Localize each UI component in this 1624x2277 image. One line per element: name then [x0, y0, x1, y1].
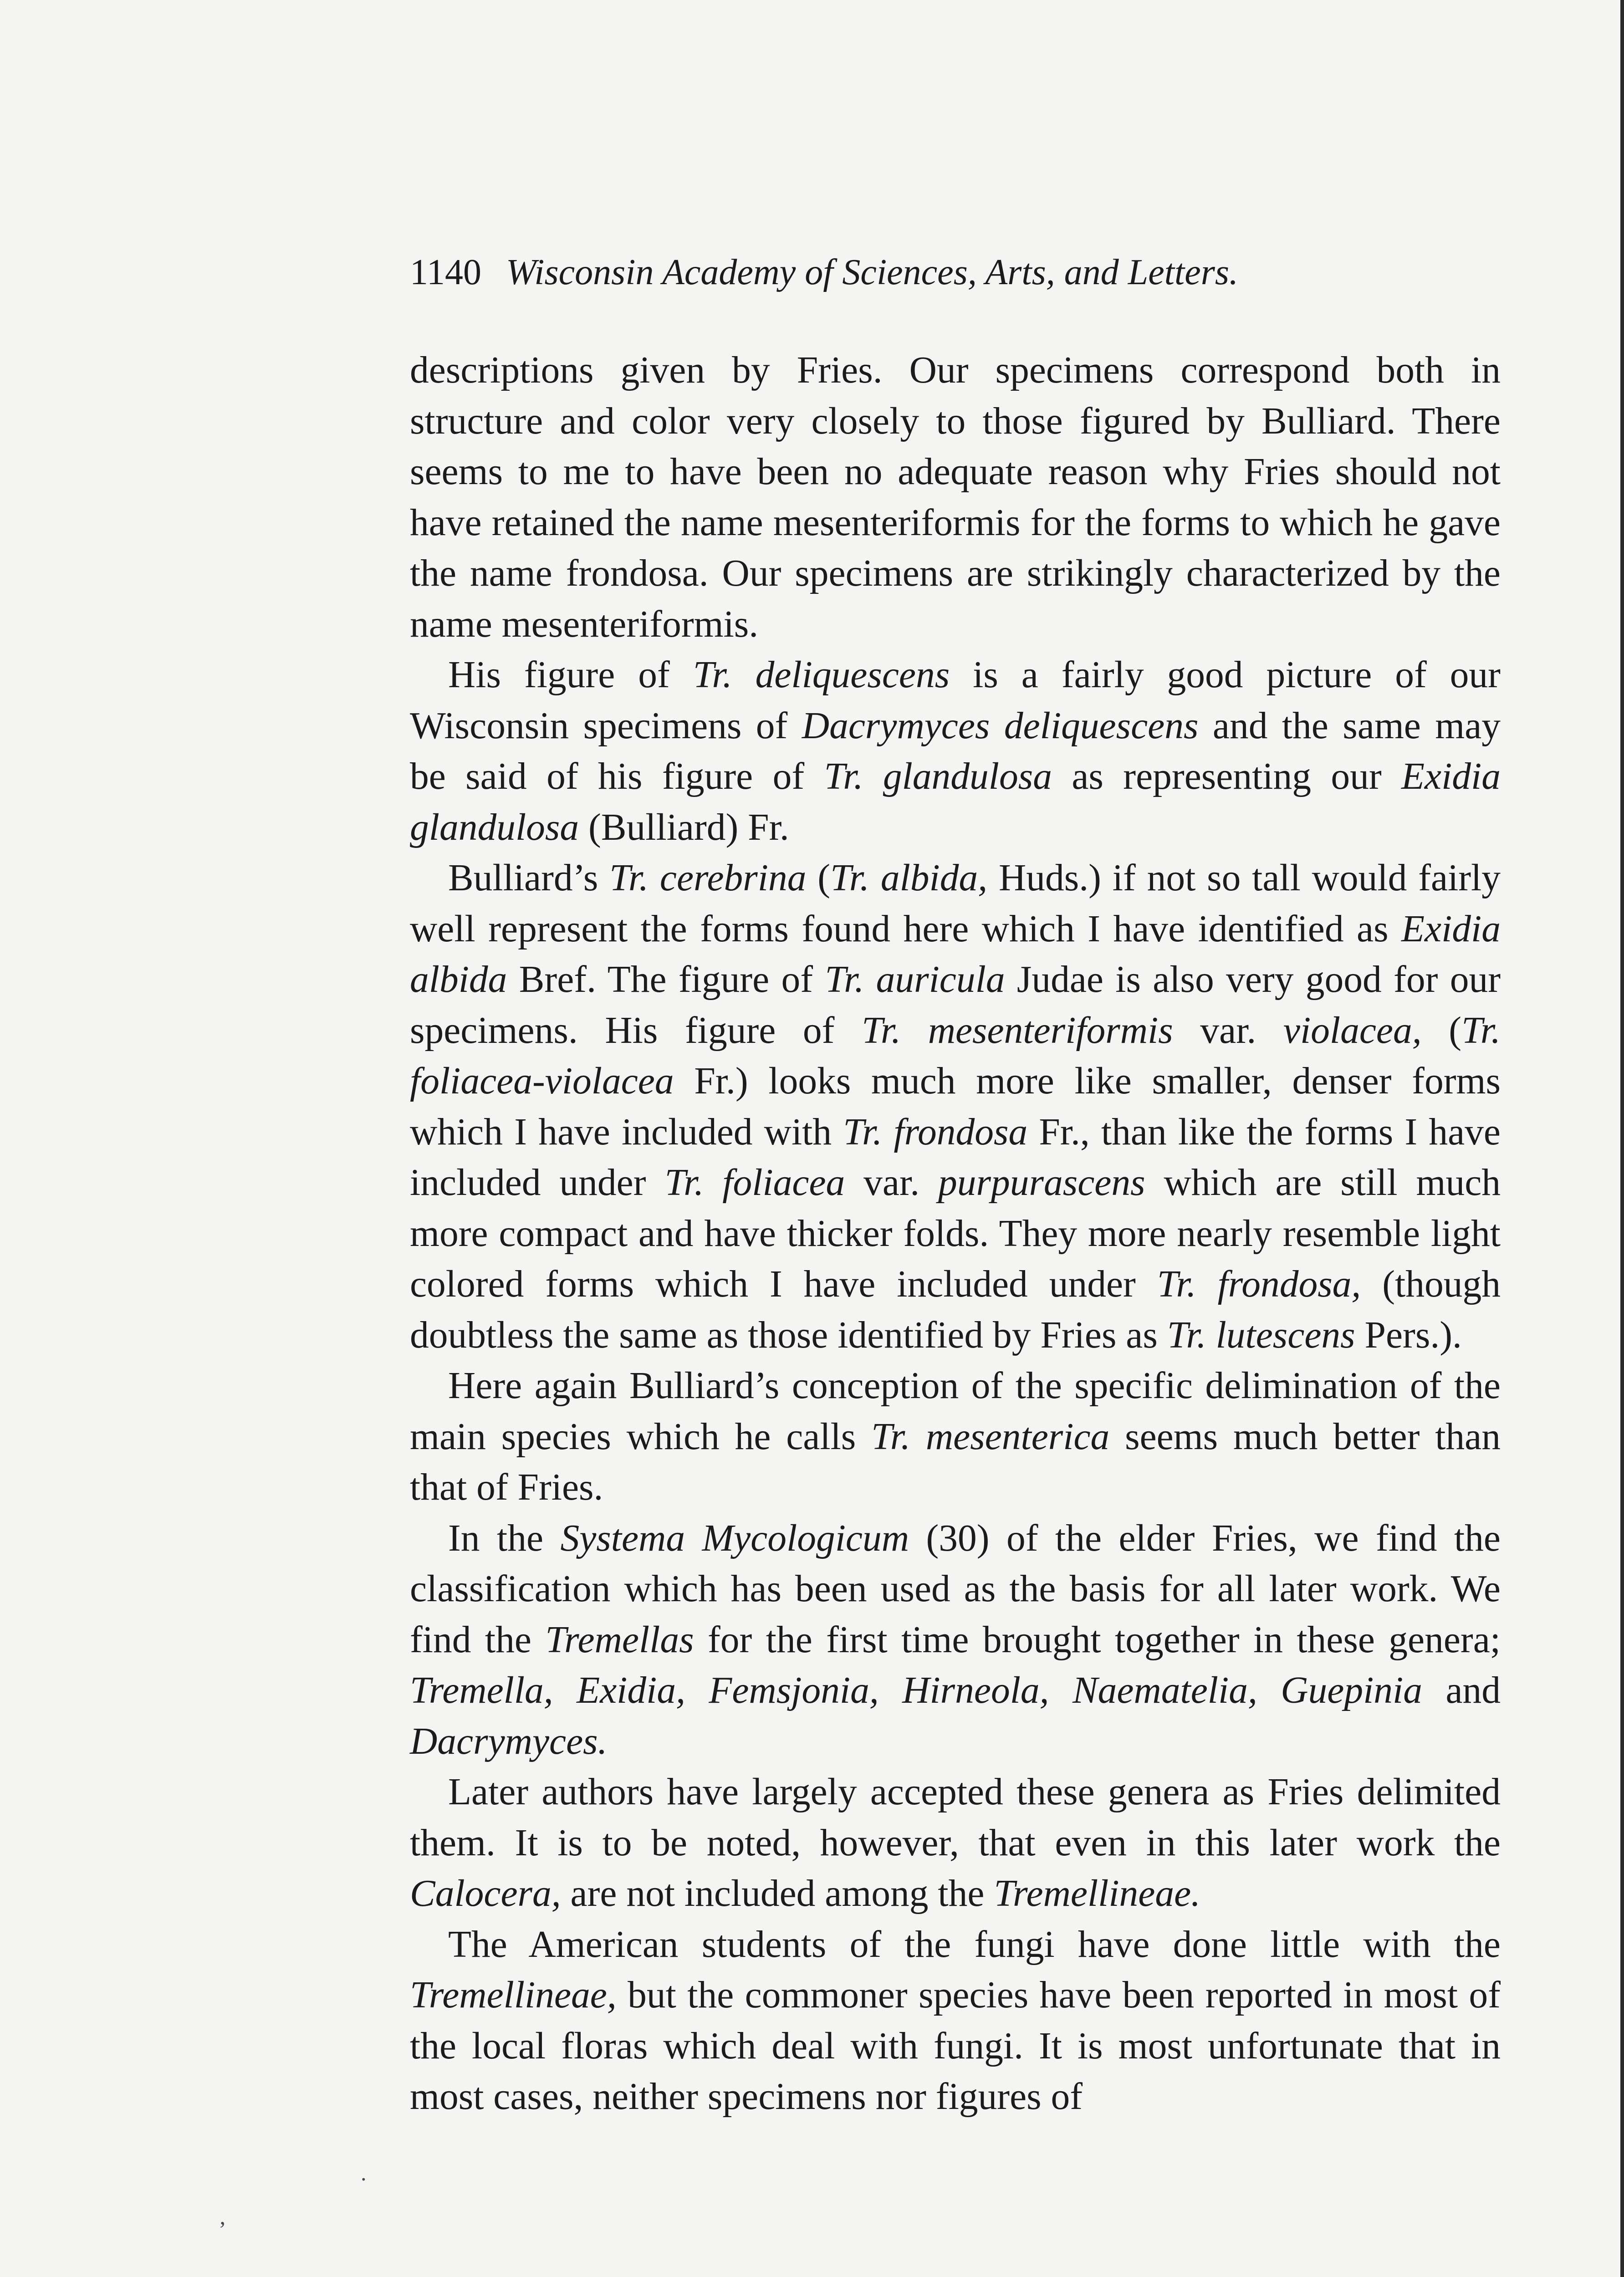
italic-run: Tr. auricula [825, 959, 1005, 1001]
italic-run: Tr. frondosa, [1157, 1263, 1361, 1305]
italic-run: Tr. mesenteriformis [862, 1009, 1173, 1052]
italic-run: Calocera, [410, 1873, 561, 1915]
text-run: Fr., than like the forms I have included under [410, 1111, 1501, 1204]
text-run: as representing our [1052, 756, 1402, 797]
text-run: but the commoner species have been reported in most of the local floras which deal with fungi. It is most unfortunate that in most cases, neither specimens nor figures of [410, 1974, 1501, 2118]
text-run: which are still much more compact and have thicker folds. They more nearly resemble light colored forms which I have included under [410, 1162, 1501, 1305]
margin-mark: ʼ [219, 2216, 226, 2242]
text-run: Huds.) if not so tall would fairly well represent the forms found here which I have identified as [410, 857, 1501, 950]
text-run: Fr.) looks much more like smaller, denser forms which I have included with [410, 1060, 1501, 1153]
text-run: (though doubtless the same as those identified by Fries as [410, 1263, 1501, 1356]
text-run: are not included among the [561, 1873, 994, 1915]
paragraph [410, 345, 1501, 650]
text-run: and [1422, 1669, 1501, 1711]
italic-run: Dacrymyces. [410, 1720, 608, 1762]
paragraph [410, 1920, 1501, 2123]
italic-run: Tremellas [545, 1618, 694, 1661]
text-run: The American students of the fungi have done little with the [448, 1923, 1501, 1966]
text-run: ( [1421, 1009, 1462, 1052]
running-header [410, 250, 1430, 295]
paragraph [410, 1767, 1501, 1920]
paragraph [410, 853, 1501, 1361]
text-run: for the first time brought together in these genera; [694, 1618, 1501, 1661]
italic-run: Tr. albida, [830, 857, 988, 899]
text-run: ( [806, 857, 831, 899]
text-run: Pers.). [1355, 1314, 1462, 1356]
page-number: 1140 [410, 252, 482, 292]
italic-run: Tr. deliquescens [693, 654, 950, 696]
text-run: In the [448, 1517, 561, 1559]
italic-run: Dacrymyces deliquescens [802, 705, 1199, 747]
italic-run: Tr. foliacea-violacea [410, 1009, 1501, 1102]
paragraph [410, 1513, 1501, 1767]
text-run: and the same may be said of his figure of [410, 705, 1501, 797]
text-run: His figure of [448, 654, 693, 696]
text-run: (Bulliard) Fr. [579, 806, 789, 848]
margin-mark: · [360, 2166, 368, 2192]
italic-run: Tr. foliacea [664, 1162, 845, 1204]
italic-run: Tr. glandulosa [824, 756, 1052, 797]
text-run: seems much better than that of Fries. [410, 1415, 1501, 1508]
body-text [410, 345, 1501, 2123]
text-run: (30) of the elder Fries, we find the classification which has been used as the basis for all later work. We find the [410, 1517, 1501, 1661]
text-run: var. [845, 1162, 938, 1204]
paragraph [410, 1361, 1501, 1513]
text-run: Judae is also very good for our specimens. His figure of [410, 959, 1501, 1052]
italic-run: Tremellineae. [994, 1873, 1201, 1915]
italic-run: Tr. lutescens [1167, 1314, 1355, 1356]
text-run: descriptions given by Fries. Our specimens correspond both in structure and color very closely to those figured by Bulliard. There seems to me to have been no adequate reason why Fries should not have retained the name mesenteriformis for the forms to which he gave the name frondosa. Our specimens are strikingly characterized by the name mesenteriformis. [410, 349, 1501, 645]
italic-run: Tr. frondosa [843, 1111, 1028, 1153]
italic-run: Systema Mycologicum [560, 1517, 909, 1559]
italic-run: Exidia glandulosa [410, 756, 1501, 848]
italic-run: Tremella, Exidia, Femsjonia, Hirneola, Naematelia, Guepinia [410, 1669, 1423, 1711]
text-run: is a fairly good picture of our Wisconsin specimens of [410, 654, 1501, 747]
italic-run: Tr. mesenterica [871, 1415, 1110, 1458]
text-run: Bulliard’s [448, 857, 610, 899]
italic-run: Tr. cerebrina [609, 857, 807, 899]
text-run: Here again Bulliard’s conception of the specific delimination of the main species which he calls [410, 1365, 1501, 1458]
italic-run: Tremellineae, [410, 1974, 617, 2016]
italic-run: violacea, [1283, 1009, 1422, 1052]
italic-run: Exidia albida [410, 908, 1501, 1001]
italic-run: purpurascens [938, 1162, 1145, 1204]
text-run: var. [1173, 1009, 1283, 1052]
paragraph [410, 650, 1501, 853]
running-title: Wisconsin Academy of Sciences, Arts, and Letters. [506, 252, 1238, 292]
text-run: Bref. The figure of [507, 959, 825, 1001]
text-run: Later authors have largely accepted these genera as Fries delimited them. It is to be noted, however, that even in this later work the [410, 1771, 1501, 1864]
